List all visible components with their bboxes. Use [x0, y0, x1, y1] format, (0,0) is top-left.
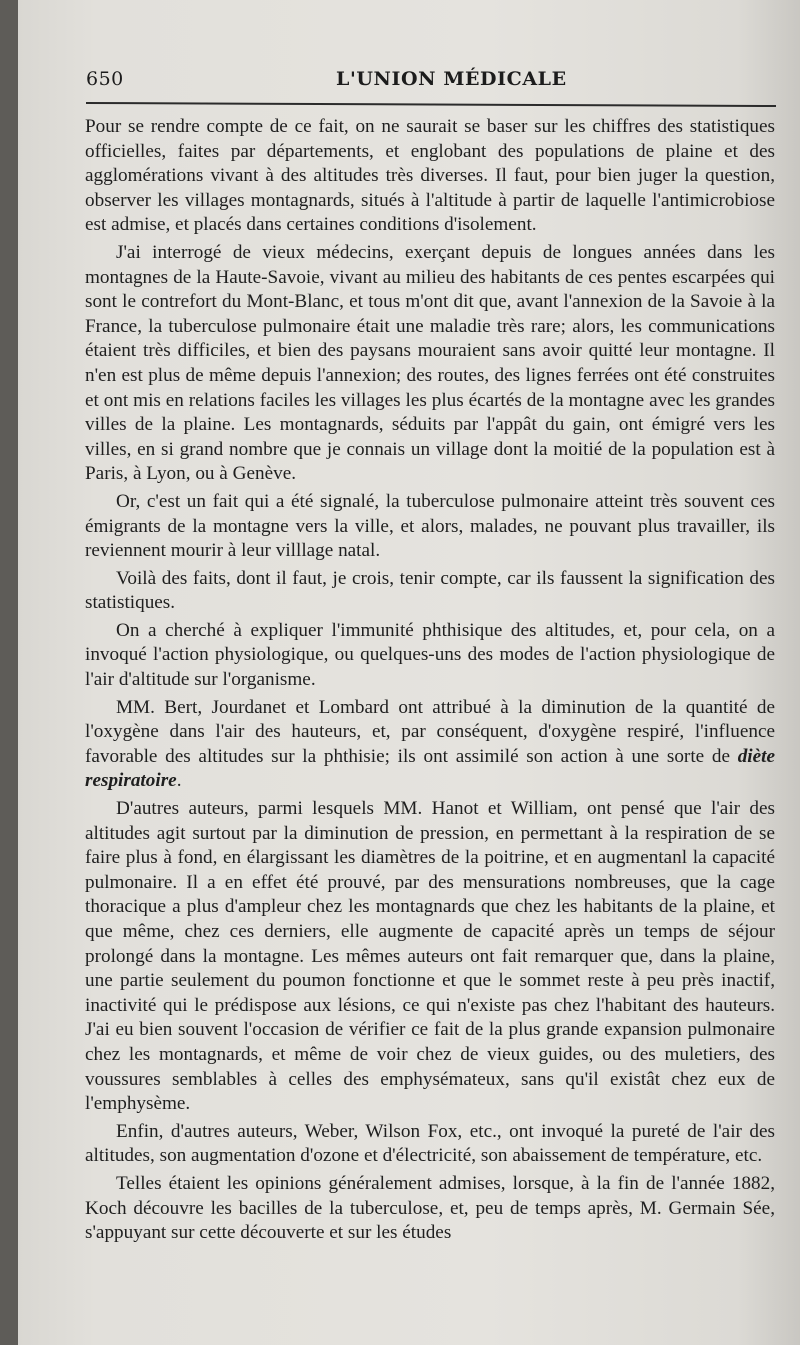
paragraph-7: D'autres auteurs, parmi lesquels MM. Hanot et William, ont pensé que l'air des altitudes agit surtout par la diminution de pression, en permettant à la respiration de se faire plus à fond, en élargissant les diamètres de la poitrine, et en augmentanl la capacité pulmonaire. Il a en effet été prouvé, par des mensurations nombreuses, que la cage thoracique a plus d'ampleur chez les montagnards que chez les habitants de la plaine, et que même, chez ces derniers, elle augmente de capacité après un temps de séjour prolongé dans la montagne. Les mêmes auteurs ont fait remarquer que, dans la plaine, une partie seulement du poumon fonctionne et que le sommet reste à peu près inactif, inactivité qui le prédispose aux lésions, ce qui n'existe pas chez l'habitant des hauteurs. J'ai eu bien souvent l'occasion de vérifier ce fait de la plus grande expansion pulmonaire chez les montagnards, et même de voir chez de vieux guides, ou des muletiers, des voussures semblables à celles des emphysémateux, sans qu'il existât chez eux de l'emphysème. — [85, 798, 775, 1115]
header-rule — [86, 102, 776, 107]
paragraph-2: J'ai interrogé de vieux médecins, exerçant depuis de longues années dans les montagnes de la Haute-Savoie, vivant au milieu des habitants de ces pentes escarpées qui sont le contrefort du Mont-Blanc, et tous m'ont dit que, avant l'annexion de la Savoie à la France, la tuberculose pulmonaire était une maladie très rare; alors, les communications étaient très difficiles, et bien des paysans mouraient sans avoir quitté leur montagne. Il n'en est plus de même depuis l'annexion; des routes, des lignes ferrées ont été construites et ont mis en relations faciles les villages les plus écartés de la montagne avec les grandes villes de la plaine. Les montagnards, séduits par l'appât du gain, ont émigré vers les villes, en si grand nombre que je connais un village dont la moitié de la population est à Paris, à Lyon, ou à Genève. — [85, 241, 775, 485]
paragraph-6 — [85, 696, 775, 794]
page-header — [86, 66, 766, 98]
paragraph-9: Telles étaient les opinions généralement admises, lorsque, à la fin de l'année 1882, Koch découvre les bacilles de la tuberculose, et, peu de temps après, M. Germain Sée, s'appuyant sur cette découverte et sur les études — [85, 1172, 775, 1244]
document-page — [18, 0, 800, 1345]
paragraph-6-end: . — [176, 770, 182, 792]
body-text — [85, 115, 775, 1249]
paragraph-6-text: MM. Bert, Jourdanet et Lombard ont attribué à la diminution de la quantité de l'oxygène dans l'air des hauteurs, et, par conséquent, d'oxygène respiré, l'influence favorable des altitudes sur la phthisie; ils ont assimilé son action à une sorte de — [85, 696, 775, 767]
paragraph-1: Pour se rendre compte de ce fait, on ne saurait se baser sur les chiffres des statistiques officielles, faites par départements, et englobant des populations de plaine et des agglomérations vivant à des altitudes très diverses. Il faut, pour bien juger la question, observer les villages montagnards, situés à l'altitude à partir de laquelle l'antimicrobiose est admise, et placés dans certaines conditions d'isolement. — [85, 116, 775, 236]
page-number: 650 — [86, 68, 124, 90]
running-title: L'UNION MÉDICALE — [336, 68, 567, 90]
paragraph-4: Voilà des faits, dont il faut, je crois, tenir compte, car ils faussent la signification des statistiques. — [85, 567, 775, 614]
paragraph-8: Enfin, d'autres auteurs, Weber, Wilson Fox, etc., ont invoqué la pureté de l'air des altitudes, son augmentation d'ozone et d'électricité, son abaissement de température, etc. — [85, 1120, 775, 1167]
paragraph-3: Or, c'est un fait qui a été signalé, la tuberculose pulmonaire atteint très souvent ces émigrants de la montagne vers la ville, et alors, malades, ne pouvant plus travailler, ils reviennent mourir à leur villlage natal. — [85, 490, 775, 562]
paragraph-6-emphasis: diète respiratoire — [85, 745, 775, 792]
paragraph-5: On a cherché à expliquer l'immunité phthisique des altitudes, et, pour cela, on a invoqué l'action physiologique, ou quelques-uns des modes de l'action physiologique de l'air d'altitude sur l'organisme. — [85, 619, 775, 691]
